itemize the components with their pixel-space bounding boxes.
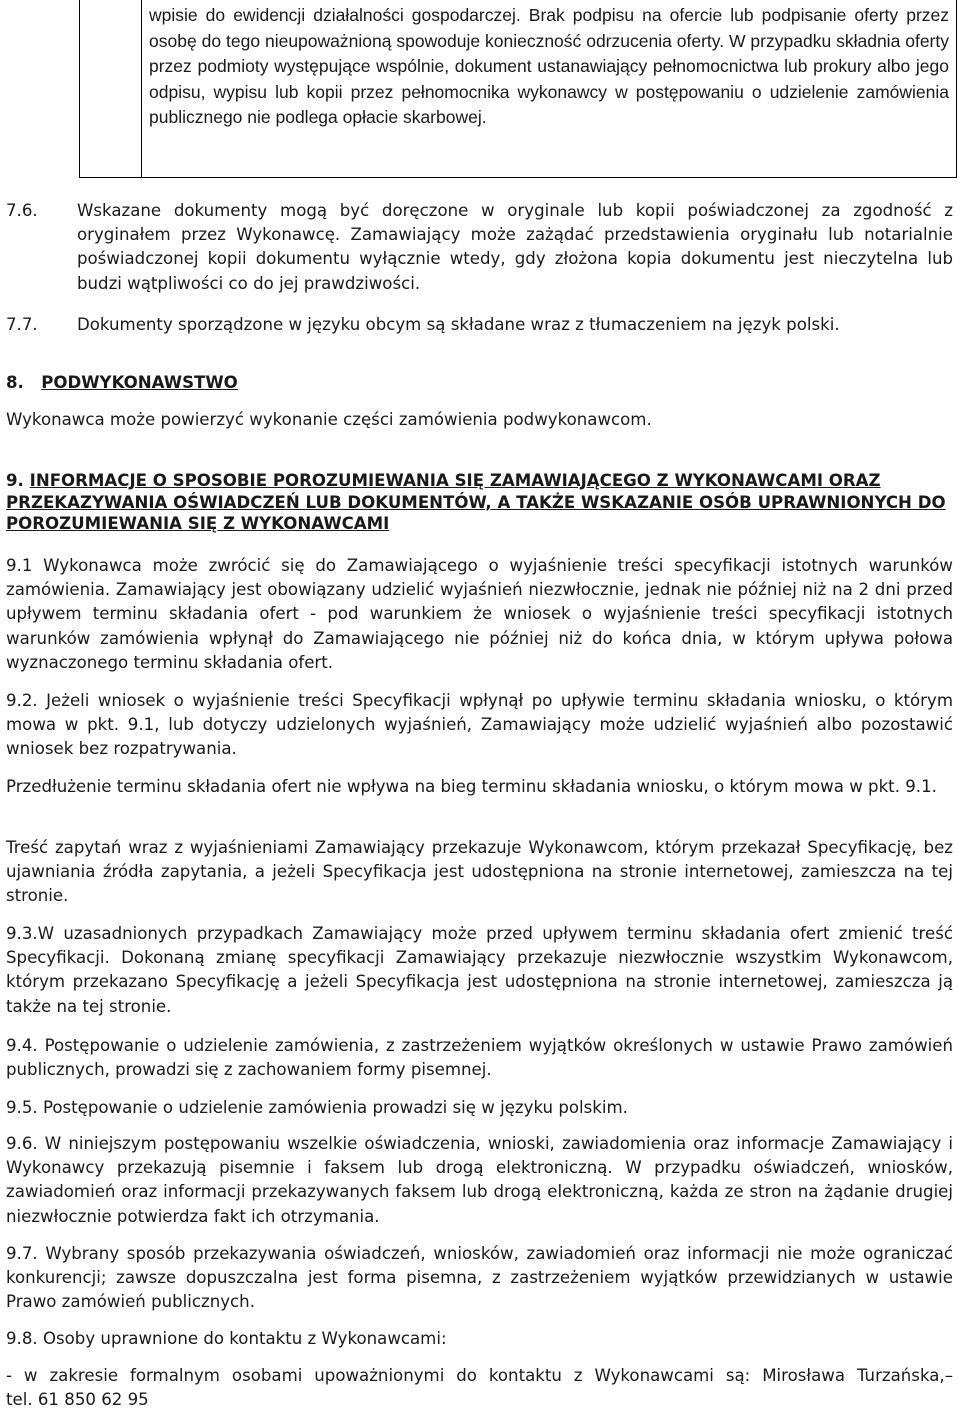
section-number: 7.6.: [6, 201, 38, 220]
section-7-7: [6, 313, 953, 337]
contact-phone: tel. 61 850 62 95: [6, 1390, 149, 1409]
section-text: Dokumenty sporządzone w języku obcym są składane wraz z tłumaczeniem na język polski.: [77, 315, 840, 334]
paragraph-9-2: 9.2. Jeżeli wniosek o wyjaśnienie treści Specyfikacji wpłynął po upływie terminu składania wniosku, o którym mowa w pkt. 9.1, lub dotyczy udzielonych wyjaśnień, Zamawiający może udzielić wyjaśnień albo pozostawić wniosek bez rozpatrywania.: [6, 691, 953, 759]
paragraph-9-1: 9.1 Wykonawca może zwrócić się do Zamawiającego o wyjaśnienie treści specyfikacji istotnych warunków zamówienia. Zamawiający jest obowiązany udzielić wyjaśnień niezwłocznie, jednak nie później niż na 2 dni przed upływem terminu składania ofert - pod warunkiem że wniosek o wyjaśnienie treści specyfikacji istotnych warunków zamówienia wpłynął do Zamawiającego nie później niż do końca dnia, w którym upływa połowa wyznaczonego terminu składania ofert.: [6, 556, 953, 672]
paragraph-9-5: 9.5. Postępowanie o udzielenie zamówienia prowadzi się w języku polskim.: [6, 1098, 628, 1117]
paragraph-9-2-questions: Treść zapytań wraz z wyjaśnieniami Zamawiający przekazuje Wykonawcom, którym przekazał Specyfikację, bez ujawniania źródła zapytania, a jeżeli Specyfikacja jest udostępniona na stronie internetowej, zamieszcza na tej stronie.: [6, 838, 953, 906]
paragraph-9-4: 9.4. Postępowanie o udzielenie zamówienia, z zastrzeżeniem wyjątków określonych w ustawie Prawo zamówień publicznych, prowadzi się z zachowaniem formy pisemnej.: [6, 1036, 953, 1080]
heading-section-8: [6, 372, 953, 394]
heading-number: 9.: [6, 471, 24, 490]
section-text: Wskazane dokumenty mogą być doręczone w oryginale lub kopii poświadczonej za zgodność z oryginałem przez Wykonawcę. Zamawiający może zażądać przedstawienia oryginału lub notarialnie poświadczonej kopii dokumentu wyłącznie wtedy, gdy złożona kopia dokumentu jest nieczytelna lub budzi wątpliwości co do jej prawdziwości.: [77, 201, 953, 293]
box-text: wpisie do ewidencji działalności gospodarczej. Brak podpisu na ofercie lub podpisanie oferty przez osobę do tego nieupoważnioną spowoduje konieczność odrzucenia oferty. W przypadku składnia oferty przez podmioty występujące wspólnie, dokument ustanawiający pełnomocnictwa lub prokury albo jego odpisu, wypisu lub kopii przez pełnomocnika wykonawcy w postępowaniu o udzielenie zamówienia publicznego nie podlega opłacie skarbowej.: [149, 5, 949, 128]
paragraph-9-8: 9.8. Osoby uprawnione do kontaktu z Wykonawcami:: [6, 1329, 447, 1348]
table-divider: [141, 0, 142, 178]
paragraph-9-7: 9.7. Wybrany sposób przekazywania oświadczeń, wniosków, zawiadomień oraz informacji nie może ograniczać konkurencji; zawsze dopuszczalna jest forma pisemna, z zastrzeżeniem wyjątków przewidzianych w ustawie Prawo zamówień publicznych.: [6, 1244, 953, 1312]
heading-number: 8.: [6, 373, 24, 392]
paragraph-8: Wykonawca może powierzyć wykonanie części zamówienia podwykonawcom.: [6, 410, 652, 429]
heading-title: PODWYKONAWSTWO: [41, 373, 238, 392]
heading-section-9: [6, 470, 953, 535]
section-7-6: [6, 199, 953, 296]
contact-line: - w zakresie formalnym osobami upoważnionymi do kontaktu z Wykonawcami są: Mirosława Turzańska,–: [6, 1366, 953, 1385]
paragraph-9-6: 9.6. W niniejszym postępowaniu wszelkie oświadczenia, wnioski, zawiadomienia oraz informacje Zamawiający i Wykonawcy przekazują pisemnie i faksem lub drogą elektroniczną. W przypadku oświadczeń, wniosków, zawiadomień oraz informacji przekazywanych faksem lub drogą elektroniczną, każda ze stron na żądanie drugiej niezwłocznie potwierdza fakt ich otrzymania.: [6, 1134, 953, 1226]
heading-title: INFORMACJE O SPOSOBIE POROZUMIEWANIA SIĘ ZAMAWIAJĄCEGO Z WYKONAWCAMI ORAZ PRZEKAZYWANIA OŚWIADCZEŃ LUB DOKUMENTÓW, A TAKŻE WSKAZANIE OSÓB UPRAWNIONYCH DO POROZUMIEWANIA SIĘ Z WYKONAWCAMI: [6, 471, 946, 533]
section-number: 7.7.: [6, 315, 38, 334]
paragraph-9-3: 9.3.W uzasadnionych przypadkach Zamawiający może przed upływem terminu składania ofert zmienić treść Specyfikacji. Dokonaną zmianę specyfikacji Zamawiający przekazuje niezwłocznie wszystkim Wykonawcom, którym przekazano Specyfikację a jeżeli Specyfikacja jest udostępniona na stronie internetowej, zamieszcza ją także na tej stronie.: [6, 924, 953, 1016]
paragraph-9-2-extension: Przedłużenie terminu składania ofert nie wpływa na bieg terminu składania wniosku, o którym mowa w pkt. 9.1.: [6, 777, 937, 796]
